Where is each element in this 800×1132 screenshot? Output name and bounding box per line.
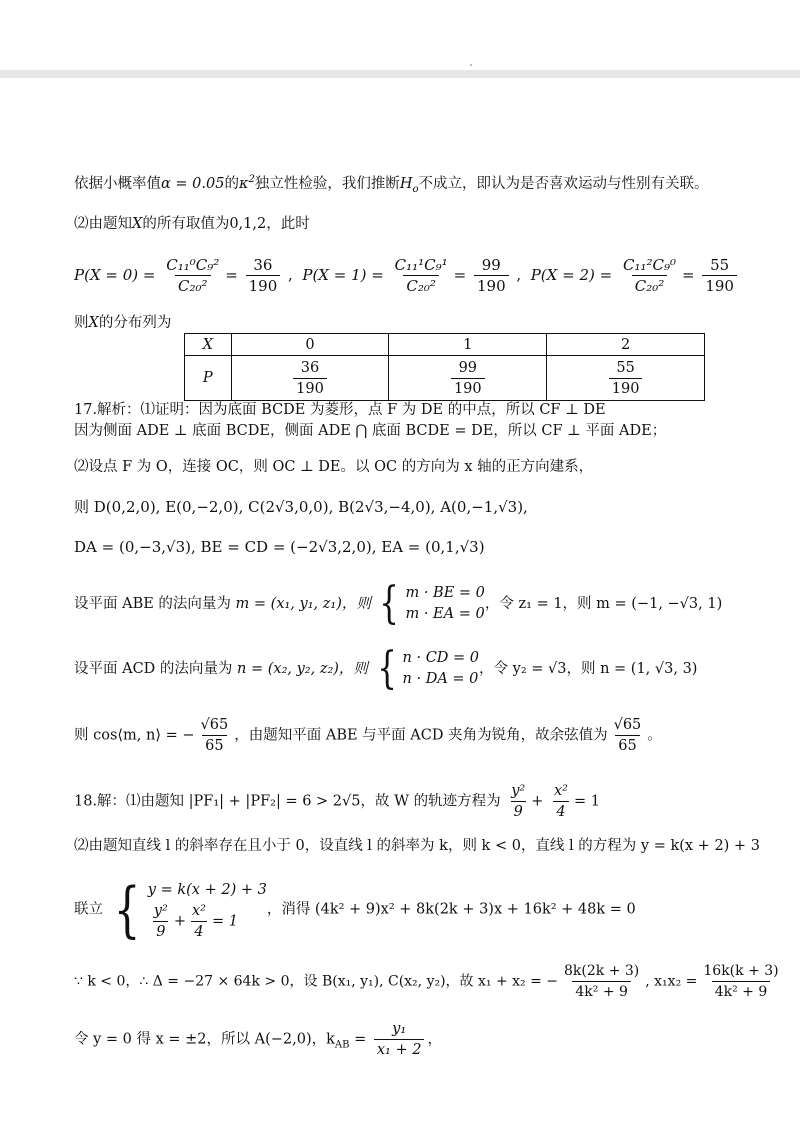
part2-intro: ⑵由题知X的所有取值为0,1,2，此时 — [74, 216, 310, 232]
table-cell: $\frac{55}{190}$ — [547, 356, 705, 401]
prob-0: P(X = 0) = $\frac{\text{C₁₁⁰C₉²}}{\text{C₂₀²}}$ = $\frac{36}{190}$ — [74, 266, 288, 284]
distribution-label: 则X的分布列为 — [74, 315, 172, 331]
q18-part2: ⑵由题知直线 l 的斜率存在且小于 0，设直线 l 的斜率为 k，则 k < 0，直线 l 的方程为 y = k(x + 2) + 3 — [74, 838, 760, 854]
table-cell: $\frac{36}{190}$ — [231, 356, 389, 401]
scan-dust-mark — [470, 64, 472, 66]
table-cell: $\frac{99}{190}$ — [389, 356, 547, 401]
q17-plane-acd: 设平面 ACD 的法向量为 n = (x₂, y₂, z₂)，则 { n · CD = 0 n · DA = 0 ，令 y₂ = √3，则 n = (1, √3, 3) — [74, 643, 698, 694]
conclusion-line: 依据小概率值α = 0.05的$\kappa^2$独立性检验，我们推断$H_o$不成立，即认为是否喜欢运动与性别有关联。 — [74, 174, 709, 195]
distribution-table — [184, 333, 705, 401]
probability-equations: P(X = 0) = $\frac{\text{C₁₁⁰C₉²}}{\text{C₂₀²}}$ = $\frac{36}{190}$ , P(X = 1) = $\frac{\text{C₁₁¹C₉¹}}{\text{C₂₀²}}$ = $\frac{99}{190}$ , P(X = 2) = $\frac{\text{C₁₁²C₉⁰}}{\text{C₂₀²}}$ = $\frac{55}{190}$ — [74, 256, 740, 295]
table-probability-row: P $\frac{36}{190}$ $\frac{99}{190}$ $\frac{55}{190}$ — [185, 356, 705, 401]
prob-2: P(X = 2) = $\frac{\text{C₁₁²C₉⁰}}{\text{C₂₀²}}$ = $\frac{55}{190}$ — [531, 266, 740, 284]
q17-vectors: DA = (0,−3,√3), BE = CD = (−2√3,2,0), EA = (0,1,√3) — [74, 538, 485, 556]
table-header-row: X 0 1 2 — [185, 334, 705, 356]
q18-discriminant: ∵ k < 0，∴ Δ = −27 × 64k > 0，设 B(x₁, y₁), C(x₂, y₂)，故 x₁ + x₂ = − $\frac{8k(2k + 3)}{\text{4k² + 9}}$ , x₁x₂ = $\frac{16k(k + 3)}{\text{4k² + 9}}$ — [74, 963, 779, 1000]
prob-1: P(X = 1) = $\frac{\text{C₁₁¹C₉¹}}{\text{C₂₀²}}$ = $\frac{99}{190}$ — [302, 266, 516, 284]
q18-part1: 18.解：⑴由题知 |PF₁| + |PF₂| = 6 > 2√5，故 W 的轨迹方程为 $\frac{\text{y²}}{9}$ + $\frac{\text{x²}}{4}$ = 1 — [74, 783, 600, 820]
q17-line2: 因为侧面 ADE ⊥ 底面 BCDE，侧面 ADE ⋂ 底面 BCDE = DE，所以 CF ⊥ 平面 ADE； — [74, 423, 667, 439]
q18-slope: 令 y = 0 得 x = ±2，所以 A(−2,0)，$k_{AB}$ = $\frac{\text{y₁}}{\text{x₁ + 2}}$ ， — [74, 1021, 442, 1058]
q17-line1: 17.解析：⑴证明：因为底面 BCDE 为菱形，点 F 为 DE 的中点，所以 CF ⊥ DE — [74, 402, 606, 418]
page-separator-band — [0, 70, 800, 78]
q17-line3: ⑵设点 F 为 O，连接 OC，则 OC ⊥ DE。以 OC 的方向为 x 轴的正方向建系， — [74, 459, 594, 475]
q17-cosine: 则 cos⟨m, n⟩ = − $\frac{√65}{65}$ ，由题知平面 ABE 与平面 ACD 夹角为锐角，故余弦值为 $\frac{√65}{65}$ 。 — [74, 717, 662, 754]
q17-coordinates: 则 D(0,2,0), E(0,−2,0), C(2√3,0,0), B(2√3,−4,0), A(0,−1,√3), — [74, 498, 528, 516]
q17-plane-abe: 设平面 ABE 的法向量为 m = (x₁, y₁, z₁)，则 { m · BE = 0 m · EA = 0 ，令 z₁ = 1，则 m = (−1, −√3, 1) — [74, 578, 723, 629]
q18-system: 联立 { y = k(x + 2) + 3 $\frac{\text{y²}}{9}$ + $\frac{\text{x²}}{4}$ = 1 ，消得 (4k² + 9)x² + 8k(2k + 3)x + 16k² + 48k = 0 — [74, 874, 636, 945]
scan-top-margin — [0, 0, 800, 70]
